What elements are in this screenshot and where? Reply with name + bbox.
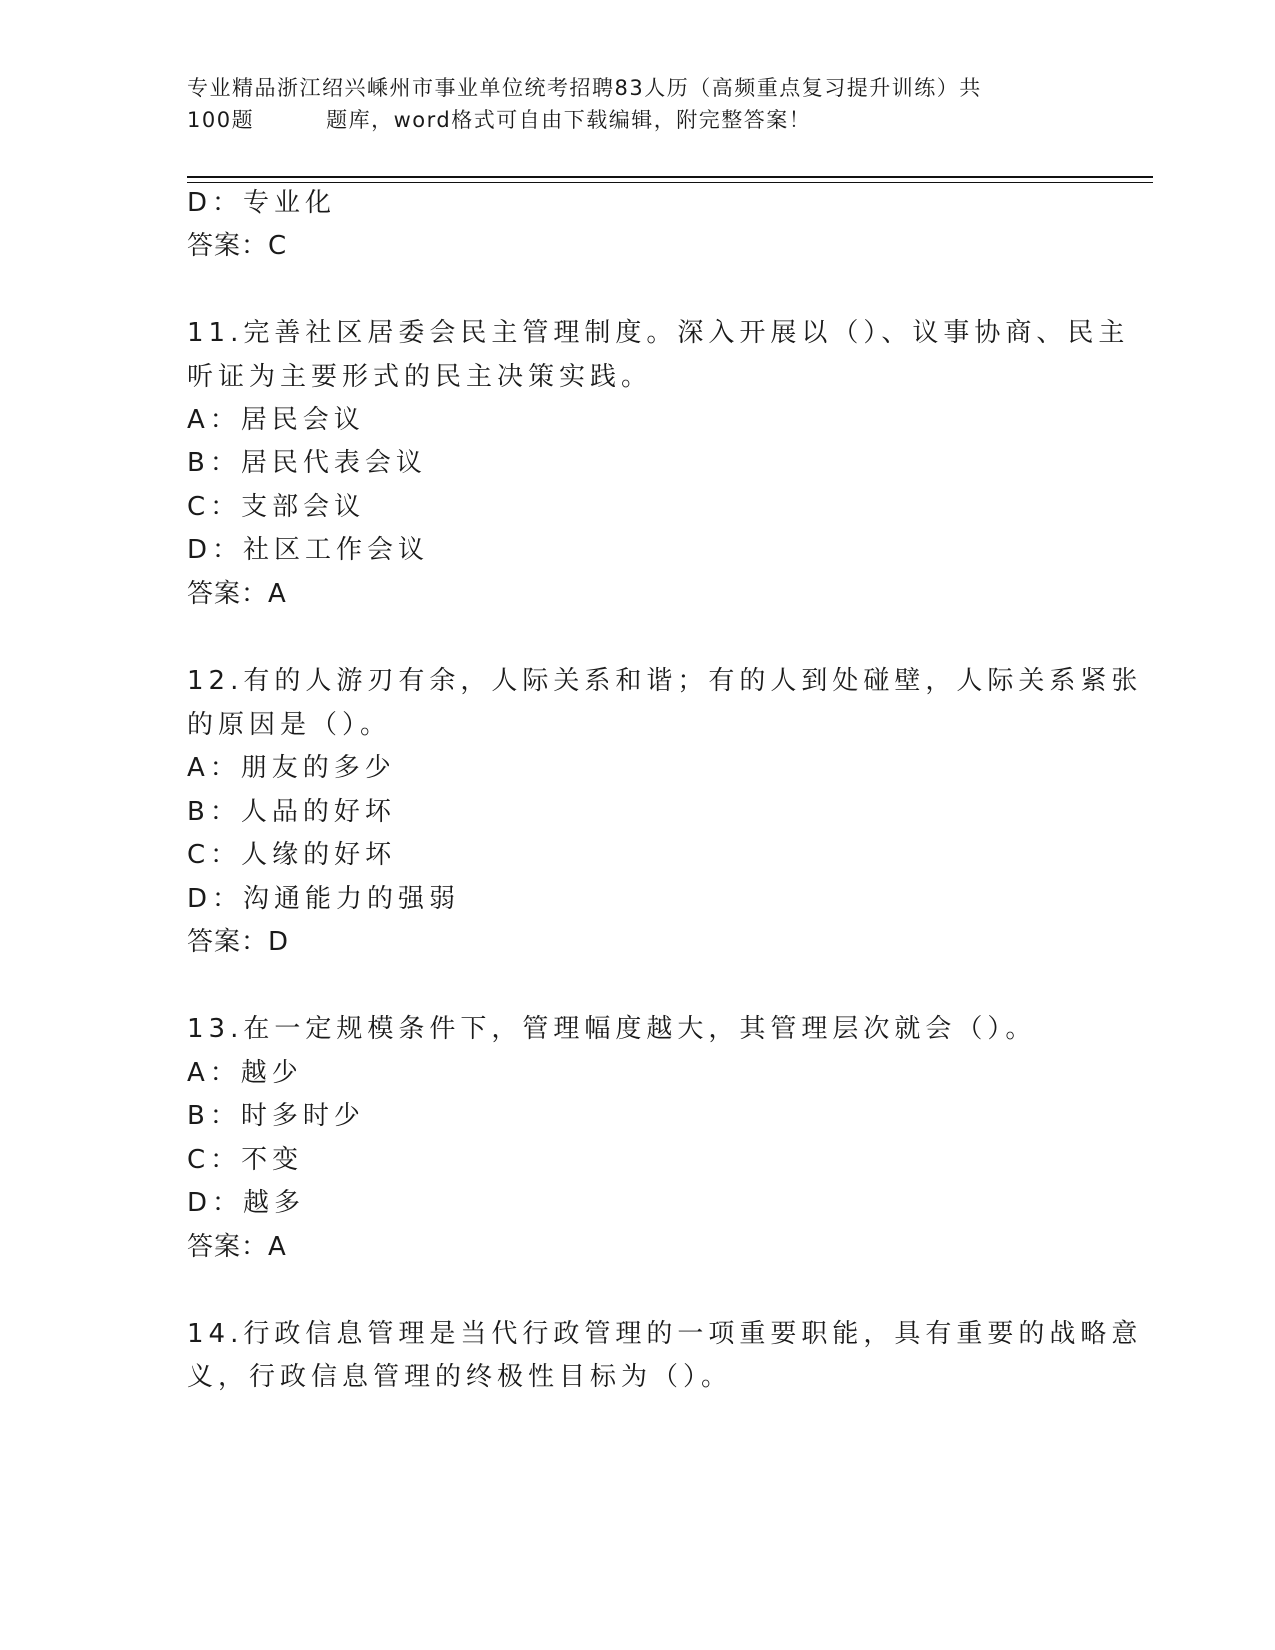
- q13-option-c: C：不变: [187, 1145, 304, 1175]
- q12-option-b: B：人品的好坏: [187, 797, 396, 827]
- q11-stem-line2: 听证为主要形式的民主决策实践。: [187, 362, 653, 392]
- header-count: 100题: [187, 108, 255, 132]
- q11-option-b: B：居民代表会议: [187, 448, 427, 478]
- document-header: [187, 72, 1087, 136]
- q12-stem-line1: 12.有的人游刃有余，人际关系和谐；有的人到处碰壁，人际关系紧张: [187, 666, 1143, 696]
- q13-stem-line1: 13.在一定规模条件下，管理幅度越大，其管理层次就会（）。: [187, 1014, 1037, 1044]
- header-title-line1: 专业精品浙江绍兴嵊州市事业单位统考招聘83人历（高频重点复习提升训练）共: [187, 76, 982, 100]
- header-suffix: 题库，word格式可自由下载编辑，附完整答案！: [326, 108, 812, 132]
- q12-option-a: A：朋友的多少: [187, 753, 396, 783]
- q11-answer: 答案：A: [187, 579, 287, 609]
- q12-option-c: C：人缘的好坏: [187, 840, 397, 870]
- q11-stem-line1: 11.完善社区居委会民主管理制度。深入开展以（）、议事协商、民主: [187, 318, 1130, 348]
- q13-option-a: A：越少: [187, 1058, 303, 1088]
- prev-option-d: D：专业化: [187, 188, 337, 218]
- header-rule-thick: [187, 176, 1153, 178]
- q13-answer: 答案：A: [187, 1232, 287, 1262]
- q11-option-a: A：居民会议: [187, 405, 365, 435]
- q13-option-b: B：时多时少: [187, 1101, 365, 1131]
- q14-stem-line1: 14.行政信息管理是当代行政管理的一项重要职能，具有重要的战略意: [187, 1319, 1143, 1349]
- q12-stem-line2: 的原因是（）。: [187, 710, 392, 740]
- q12-option-d: D：沟通能力的强弱: [187, 884, 461, 914]
- header-rule-thin: [187, 182, 1153, 183]
- header-title-line2: [187, 104, 1087, 136]
- q11-option-d: D：社区工作会议: [187, 535, 430, 565]
- q12-answer: 答案：D: [187, 927, 290, 957]
- q11-option-c: C：支部会议: [187, 492, 366, 522]
- prev-answer: 答案：C: [187, 231, 288, 261]
- q14-stem-line2: 义，行政信息管理的终极性目标为（）。: [187, 1362, 733, 1392]
- q13-option-d: D：越多: [187, 1188, 306, 1218]
